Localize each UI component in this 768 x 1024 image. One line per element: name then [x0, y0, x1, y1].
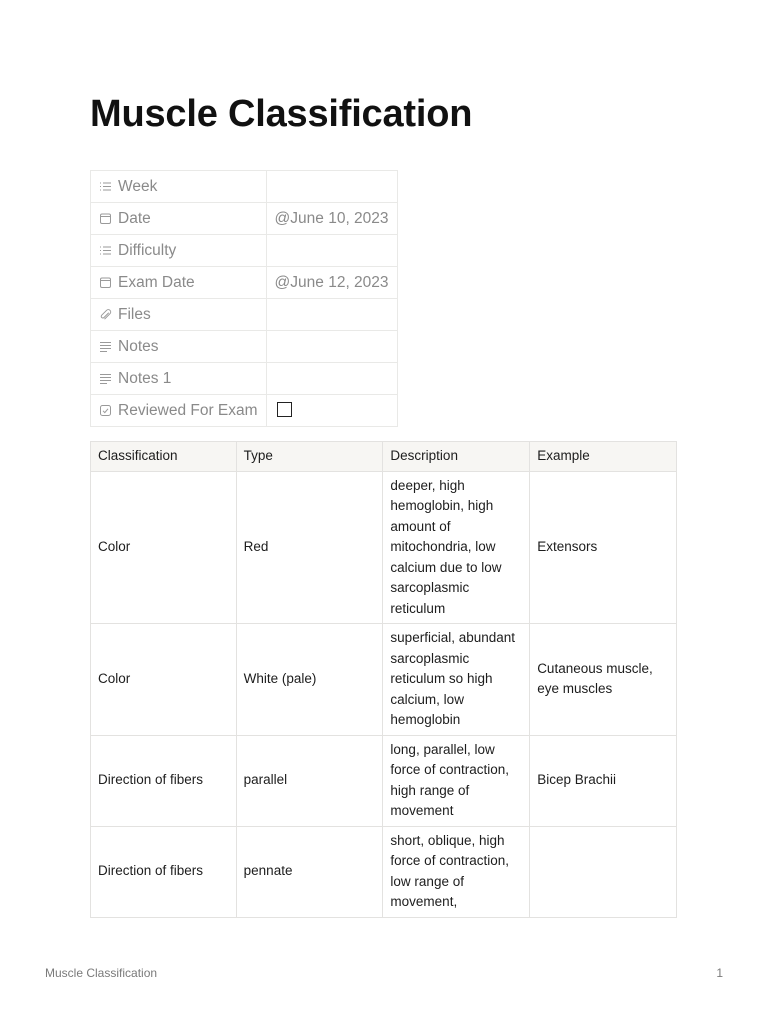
column-header-classification[interactable]: Classification — [91, 442, 237, 472]
column-header-description[interactable]: Description — [383, 442, 530, 472]
checkbox-icon — [99, 404, 112, 417]
table-cell[interactable]: White (pale) — [236, 624, 383, 736]
footer-page-number: 1 — [716, 966, 723, 980]
table-cell[interactable]: Color — [91, 624, 237, 736]
property-value[interactable] — [266, 299, 397, 331]
property-row-difficulty[interactable] — [91, 235, 398, 267]
property-name: Date — [118, 209, 151, 227]
property-name: Notes 1 — [118, 369, 172, 387]
property-name: Week — [118, 177, 158, 195]
table-row — [91, 735, 677, 826]
property-name: Notes — [118, 337, 159, 355]
table-cell[interactable]: Extensors — [530, 471, 677, 624]
property-row-exam-date[interactable] — [91, 267, 398, 299]
property-value[interactable]: @June 12, 2023 — [266, 267, 397, 299]
list-icon — [99, 244, 112, 257]
paperclip-icon — [99, 308, 112, 321]
calendar-icon — [99, 276, 112, 289]
footer-title: Muscle Classification — [45, 966, 158, 980]
property-value[interactable]: @June 10, 2023 — [266, 203, 397, 235]
table-cell[interactable]: Cutaneous muscle, eye muscles — [530, 624, 677, 736]
column-header-example[interactable]: Example — [530, 442, 677, 472]
property-value[interactable] — [266, 363, 397, 395]
property-row-week[interactable] — [91, 171, 398, 203]
table-cell[interactable]: Red — [236, 471, 383, 624]
table-cell[interactable]: Bicep Brachii — [530, 735, 677, 826]
calendar-icon — [99, 212, 112, 225]
property-row-notes[interactable] — [91, 331, 398, 363]
classification-table — [90, 441, 677, 918]
table-row — [91, 624, 677, 736]
property-name: Difficulty — [118, 241, 177, 259]
table-cell[interactable]: Direction of fibers — [91, 826, 237, 917]
table-cell[interactable] — [530, 826, 677, 917]
table-cell[interactable]: superficial, abundant sarcoplasmic reticulum so high calcium, low hemoglobin — [383, 624, 530, 736]
table-cell[interactable]: long, parallel, low force of contraction, high range of movement — [383, 735, 530, 826]
property-row-files[interactable] — [91, 299, 398, 331]
property-name: Exam Date — [118, 273, 195, 291]
property-name: Files — [118, 305, 151, 323]
property-name: Reviewed For Exam — [118, 401, 258, 419]
property-row-date[interactable] — [91, 203, 398, 235]
list-icon — [99, 180, 112, 193]
table-row — [91, 471, 677, 624]
table-cell[interactable]: pennate — [236, 826, 383, 917]
property-row-notes-1[interactable] — [91, 363, 398, 395]
property-value[interactable] — [266, 235, 397, 267]
table-cell[interactable]: parallel — [236, 735, 383, 826]
properties-table — [90, 170, 398, 427]
table-row — [91, 826, 677, 917]
property-value[interactable] — [266, 171, 397, 203]
column-header-type[interactable]: Type — [236, 442, 383, 472]
table-header-row — [91, 442, 677, 472]
property-value[interactable] — [266, 331, 397, 363]
text-lines-icon — [99, 372, 112, 385]
table-cell[interactable]: deeper, high hemoglobin, high amount of mitochondria, low calcium due to low sarcoplasmic reticulum — [383, 471, 530, 624]
reviewed-checkbox[interactable] — [277, 402, 292, 417]
text-lines-icon — [99, 340, 112, 353]
table-cell[interactable]: short, oblique, high force of contraction, low range of movement, — [383, 826, 530, 917]
property-row-reviewed-for-exam[interactable] — [91, 395, 398, 427]
page-title: Muscle Classification — [90, 93, 473, 135]
table-cell[interactable]: Color — [91, 471, 237, 624]
table-cell[interactable]: Direction of fibers — [91, 735, 237, 826]
